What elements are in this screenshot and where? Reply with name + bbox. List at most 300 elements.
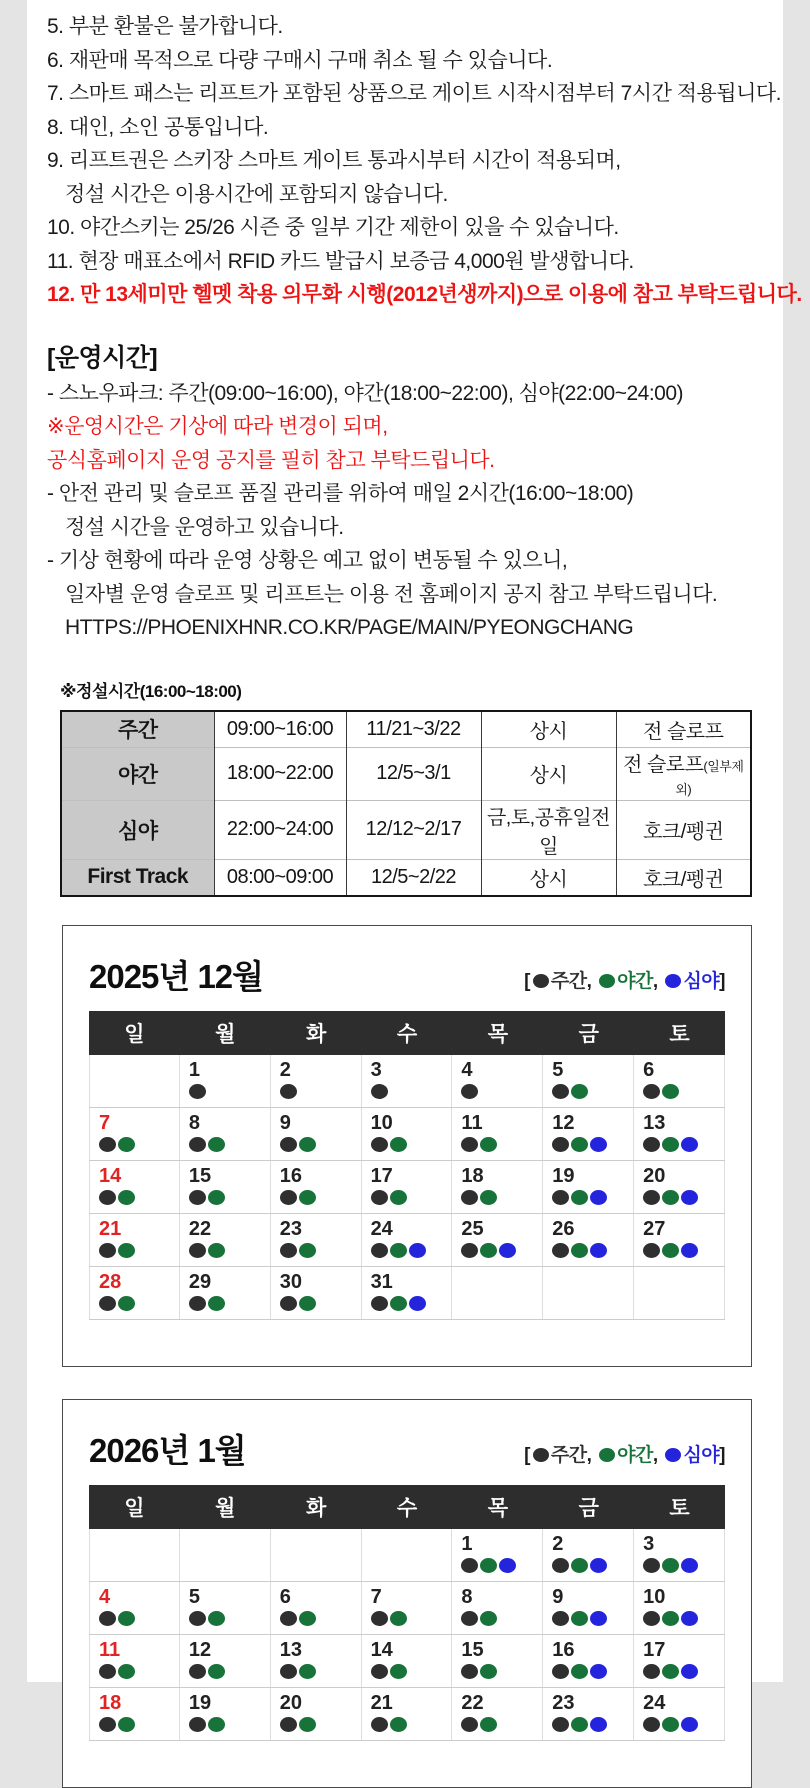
schedule-row — [61, 711, 751, 748]
day-number: 6 — [279, 1585, 291, 1608]
calendar-header — [63, 926, 751, 1011]
calendar-empty-cell — [271, 1529, 362, 1581]
session-dot-icon-day — [461, 1611, 478, 1626]
schedule-period-cell: 12/12~2/17 — [346, 800, 481, 859]
day-dots — [189, 1611, 270, 1626]
calendar-day-cell — [362, 1214, 453, 1266]
session-dot-icon-night — [118, 1611, 135, 1626]
operating-line: - 안전 관리 및 슬로프 품질 관리를 위하여 매일 2시간(16:00~18:00) — [47, 482, 634, 505]
day-dots — [461, 1084, 542, 1099]
day-dots — [371, 1296, 452, 1311]
session-dot-icon-day — [371, 1664, 388, 1679]
calendar-day-cell — [271, 1688, 362, 1740]
session-dot-icon-night — [118, 1717, 135, 1732]
schedule-period-cell: 12/5~3/1 — [346, 747, 481, 800]
day-number: 1 — [461, 1532, 473, 1555]
notice-line: 5. 부분 환불은 불가합니다. — [47, 15, 283, 38]
weekday-label: 월 — [215, 1496, 236, 1520]
calendar-day-cell — [89, 1267, 180, 1319]
legend-close-bracket: ] — [719, 970, 725, 992]
day-number: 16 — [279, 1164, 302, 1187]
schedule-row-label: 야간 — [61, 747, 214, 800]
notices-section — [27, 0, 802, 312]
schedule-days-cell: 상시 — [481, 711, 616, 748]
weekday-label: 수 — [396, 1496, 418, 1520]
day-dots — [643, 1084, 724, 1099]
calendar-day-cell — [543, 1635, 634, 1687]
calendar-day-cell — [180, 1267, 271, 1319]
session-dot-icon-day — [643, 1717, 660, 1732]
notice-line: 정설 시간은 이용시간에 포함되지 않습니다. — [65, 182, 448, 206]
day-dots — [99, 1243, 179, 1258]
session-dot-icon-night — [118, 1664, 135, 1679]
day-number: 16 — [552, 1638, 575, 1661]
calendar-day-cell — [271, 1161, 362, 1213]
day-dots — [643, 1717, 724, 1732]
calendar-day-cell — [634, 1688, 725, 1740]
day-dots — [552, 1664, 633, 1679]
session-dot-icon-day — [461, 1084, 478, 1099]
legend-label-late: 심야 — [683, 970, 720, 992]
day-dots — [371, 1190, 452, 1205]
schedule-row — [61, 859, 751, 896]
day-number: 21 — [370, 1691, 393, 1714]
session-dot-icon-night — [662, 1664, 679, 1679]
session-dot-icon-day — [643, 1084, 660, 1099]
session-dot-icon-night — [571, 1137, 588, 1152]
day-number: 17 — [370, 1164, 393, 1187]
session-dot-icon-night — [208, 1611, 225, 1626]
day-dots — [371, 1611, 452, 1626]
session-dot-icon-day — [371, 1137, 388, 1152]
calendar-week-row — [89, 1635, 725, 1688]
grooming-schedule-section — [60, 677, 783, 897]
session-dot-icon-night — [118, 1296, 135, 1311]
legend-label-night: 야간 — [617, 1444, 653, 1466]
session-dot-icon-night — [390, 1717, 407, 1732]
day-number: 30 — [279, 1270, 302, 1293]
day-number: 21 — [99, 1217, 122, 1240]
calendar-day-cell — [543, 1108, 634, 1160]
session-dot-icon-day — [99, 1296, 116, 1311]
day-number: 19 — [188, 1691, 212, 1714]
session-dot-icon-day — [189, 1137, 206, 1152]
session-dot-icon-day — [371, 1084, 388, 1099]
session-dot-icon-night — [480, 1137, 497, 1152]
calendar-week-row — [89, 1267, 725, 1320]
day-number: 29 — [188, 1270, 212, 1293]
schedule-time-cell: 18:00~22:00 — [214, 747, 346, 800]
session-dot-icon-day — [189, 1296, 206, 1311]
day-number: 24 — [643, 1691, 666, 1714]
calendar-day-cell — [89, 1108, 180, 1160]
session-dot-icon-night — [662, 1137, 679, 1152]
session-dot-icon-day — [371, 1717, 388, 1732]
day-dots — [189, 1296, 270, 1311]
operating-line: 공식홈페이지 운영 공지를 필히 참고 부탁드립니다. — [47, 448, 495, 472]
day-dots — [189, 1084, 270, 1099]
weekday-label: 화 — [305, 1496, 327, 1520]
schedule-row — [61, 747, 751, 800]
day-dots — [461, 1243, 542, 1258]
session-dot-icon-night — [662, 1243, 679, 1258]
calendar-legend — [524, 966, 725, 998]
session-dot-icon-night — [662, 1717, 679, 1732]
calendar-day-cell — [452, 1161, 543, 1213]
session-dot-icon-day — [643, 1137, 660, 1152]
day-dots — [99, 1190, 179, 1205]
session-dot-icon-day — [189, 1243, 206, 1258]
notice-line: 7. 스마트 패스는 리프트가 포함된 상품으로 게이트 시작시점부터 7시간 적용됩니다. — [47, 82, 781, 105]
session-dot-icon-day — [280, 1664, 297, 1679]
legend-close-bracket: ] — [719, 1444, 725, 1466]
session-dot-icon-day — [280, 1717, 297, 1732]
day-dots — [189, 1717, 270, 1732]
legend-label-day: 주간 — [550, 1444, 587, 1466]
operating-hours-section — [27, 377, 783, 645]
session-dot-icon-day — [280, 1084, 297, 1099]
session-dot-icon-night — [480, 1190, 497, 1205]
calendar-week-row — [89, 1688, 725, 1741]
session-dot-icon-day — [189, 1717, 206, 1732]
session-dot-icon-day — [461, 1558, 478, 1573]
calendar-day-cell — [452, 1635, 543, 1687]
session-dot-icon-night — [571, 1190, 588, 1205]
session-dot-icon-night — [208, 1137, 225, 1152]
session-dot-icon-day — [552, 1137, 569, 1152]
calendar-day-cell — [362, 1055, 453, 1107]
weekday-label: 수 — [396, 1022, 418, 1046]
session-dot-icon-day — [552, 1558, 569, 1573]
session-dot-icon-day — [99, 1190, 116, 1205]
session-dot-icon-night — [390, 1137, 407, 1152]
session-dot-icon-late — [590, 1611, 607, 1626]
day-number: 10 — [643, 1585, 666, 1608]
day-dots — [552, 1084, 633, 1099]
session-dot-icon-night — [480, 1611, 497, 1626]
schedule-days-cell: 상시 — [481, 747, 616, 800]
session-dot-icon-day — [643, 1190, 660, 1205]
schedule-slope-cell: 전 슬로프 — [616, 711, 751, 748]
day-number: 7 — [370, 1585, 382, 1608]
day-number: 15 — [188, 1164, 212, 1187]
calendar-grid — [89, 1485, 725, 1741]
notice-line: 8. 대인, 소인 공통입니다. — [47, 115, 269, 139]
calendar-day-cell — [634, 1108, 725, 1160]
day-dots — [461, 1190, 542, 1205]
session-dot-icon-night — [299, 1664, 316, 1679]
session-dot-icon-night — [571, 1558, 588, 1573]
calendar-empty-cell — [543, 1267, 634, 1319]
notice-line: 12. 만 13세미만 헬멧 착용 의무화 시행(2012년생까지)으로 이용에 참고 부탁드립니다. — [47, 283, 802, 306]
calendar-day-cell — [180, 1688, 271, 1740]
session-dot-icon-night — [299, 1611, 316, 1626]
weekday-label: 토 — [669, 1022, 690, 1046]
session-dot-icon-day — [280, 1296, 297, 1311]
day-number: 2 — [552, 1532, 564, 1555]
session-dot-icon-late — [681, 1190, 698, 1205]
weekday-label: 토 — [669, 1496, 690, 1520]
calendar-day-cell — [634, 1529, 725, 1581]
day-dots — [461, 1664, 542, 1679]
session-dot-icon-day — [99, 1243, 116, 1258]
session-dot-icon-day — [461, 1717, 478, 1732]
session-dot-icon-late — [590, 1243, 607, 1258]
calendar-day-cell — [543, 1214, 634, 1266]
day-number: 28 — [99, 1270, 122, 1293]
day-dots — [99, 1296, 179, 1311]
session-dot-icon-night — [390, 1611, 407, 1626]
session-dot-icon-day — [99, 1611, 116, 1626]
calendar-day-cell — [271, 1108, 362, 1160]
session-dot-icon-night — [208, 1190, 225, 1205]
session-dot-icon-night — [480, 1717, 497, 1732]
schedule-row — [61, 800, 751, 859]
notice-line: 6. 재판매 목적으로 다량 구매시 구매 취소 될 수 있습니다. — [47, 48, 553, 72]
calendar-empty-cell — [89, 1529, 180, 1581]
operating-line: 일자별 운영 슬로프 및 리프트는 이용 전 홈페이지 공지 참고 부탁드립니다. — [65, 582, 718, 606]
calendar-day-cell — [180, 1055, 271, 1107]
session-dot-icon-night — [571, 1084, 588, 1099]
weekday-label: 목 — [487, 1496, 508, 1520]
calendar-day-cell — [89, 1688, 180, 1740]
calendar-week-row — [89, 1055, 725, 1108]
day-number: 12 — [552, 1111, 575, 1134]
schedule-row-label: 심야 — [61, 800, 214, 859]
session-dot-icon-night — [208, 1664, 225, 1679]
operating-line: ※운영시간은 기상에 따라 변경이 되며, — [47, 415, 388, 438]
session-dot-icon-late — [409, 1296, 426, 1311]
day-dots — [99, 1137, 179, 1152]
session-dot-icon-late — [409, 1243, 426, 1258]
schedule-slope-cell: 호크/펭귄 — [616, 859, 751, 896]
day-number: 8 — [188, 1111, 200, 1134]
weekday-header-row — [89, 1485, 725, 1529]
session-dot-icon-late — [681, 1611, 698, 1626]
weekday-label: 월 — [215, 1022, 236, 1046]
session-dot-icon-night — [208, 1717, 225, 1732]
legend-separator: , — [652, 970, 663, 992]
day-dots — [280, 1717, 361, 1732]
day-number: 17 — [643, 1638, 666, 1661]
notice-line: 11. 현장 매표소에서 RFID 카드 발급시 보증금 4,000원 발생합니다. — [47, 249, 634, 273]
session-dot-icon-day — [371, 1190, 388, 1205]
calendar-day-cell — [362, 1688, 453, 1740]
day-number: 22 — [461, 1691, 484, 1714]
session-dot-icon-late — [590, 1137, 607, 1152]
day-number: 5 — [188, 1585, 200, 1608]
day-dots — [461, 1558, 542, 1573]
calendar-day-cell — [362, 1635, 453, 1687]
calendar-empty-cell — [180, 1529, 271, 1581]
schedule-caption: ※정설시간(16:00~18:00) — [60, 681, 242, 701]
session-dot-icon-day — [461, 1243, 478, 1258]
session-dot-icon-day — [461, 1137, 478, 1152]
session-dot-icon-day — [189, 1084, 206, 1099]
day-dots — [643, 1243, 724, 1258]
session-dot-icon-night — [118, 1243, 135, 1258]
day-dots — [552, 1717, 633, 1732]
day-number: 20 — [643, 1164, 666, 1187]
day-number: 3 — [643, 1532, 655, 1555]
session-dot-icon-day — [552, 1611, 569, 1626]
calendar-day-cell — [543, 1529, 634, 1581]
day-number: 7 — [99, 1111, 111, 1134]
legend-open-bracket: [ — [524, 1444, 530, 1466]
schedule-period-cell: 12/5~2/22 — [346, 859, 481, 896]
calendar-day-cell — [543, 1055, 634, 1107]
session-dot-icon-night — [662, 1084, 679, 1099]
schedule-row-label: First Track — [61, 859, 214, 896]
day-dots — [280, 1137, 361, 1152]
day-number: 20 — [279, 1691, 302, 1714]
calendar-empty-cell — [89, 1055, 180, 1107]
day-dots — [371, 1137, 452, 1152]
calendar-day-cell — [89, 1582, 180, 1634]
day-number: 4 — [99, 1585, 111, 1608]
calendar-day-cell — [452, 1688, 543, 1740]
calendar-day-cell — [89, 1635, 180, 1687]
session-dot-icon-night — [662, 1611, 679, 1626]
session-dot-icon-day — [99, 1664, 116, 1679]
session-dot-icon-night — [390, 1664, 407, 1679]
day-dots — [371, 1243, 452, 1258]
legend-label-night: 야간 — [617, 970, 653, 992]
legend-dot-icon-night — [599, 1448, 615, 1462]
calendar-day-cell — [271, 1582, 362, 1634]
day-number: 26 — [552, 1217, 575, 1240]
day-dots — [280, 1664, 361, 1679]
session-dot-icon-day — [461, 1664, 478, 1679]
day-number: 18 — [461, 1164, 484, 1187]
notice-line: 9. 리프트권은 스키장 스마트 게이트 통과시부터 시간이 적용되며, — [47, 149, 621, 172]
day-number: 14 — [370, 1638, 393, 1661]
day-number: 22 — [188, 1217, 212, 1240]
calendar-grid — [89, 1011, 725, 1320]
day-number: 24 — [370, 1217, 393, 1240]
weekday-label: 일 — [124, 1496, 145, 1520]
calendar-day-cell — [452, 1055, 543, 1107]
calendars — [27, 925, 783, 1788]
operating-hours-heading: [운영시간] — [47, 343, 158, 372]
calendar-jan-2026 — [62, 1399, 752, 1788]
session-dot-icon-night — [480, 1243, 497, 1258]
calendar-week-row — [89, 1161, 725, 1214]
day-dots — [280, 1611, 361, 1626]
day-number: 14 — [99, 1164, 122, 1187]
day-dots — [280, 1243, 361, 1258]
day-number: 19 — [552, 1164, 575, 1187]
calendar-header — [63, 1400, 751, 1485]
calendar-day-cell — [180, 1582, 271, 1634]
session-dot-icon-day — [643, 1611, 660, 1626]
weekday-label: 금 — [578, 1022, 599, 1046]
weekday-label: 화 — [305, 1022, 327, 1046]
session-dot-icon-night — [299, 1296, 316, 1311]
day-dots — [371, 1664, 452, 1679]
legend-separator: , — [586, 970, 597, 992]
session-dot-icon-night — [662, 1558, 679, 1573]
calendar-week-row — [89, 1582, 725, 1635]
day-dots — [189, 1243, 270, 1258]
schedule-time-cell: 09:00~16:00 — [214, 711, 346, 748]
session-dot-icon-night — [571, 1717, 588, 1732]
session-dot-icon-night — [118, 1190, 135, 1205]
legend-dot-icon-late — [665, 1448, 681, 1462]
day-number: 4 — [461, 1058, 473, 1081]
legend-dot-icon-day — [533, 1448, 549, 1462]
calendar-day-cell — [362, 1582, 453, 1634]
session-dot-icon-day — [189, 1190, 206, 1205]
legend-separator: , — [652, 1444, 663, 1466]
day-dots — [99, 1611, 179, 1626]
schedule-period-cell: 11/21~3/22 — [346, 711, 481, 748]
day-dots — [280, 1084, 361, 1099]
session-dot-icon-late — [681, 1717, 698, 1732]
day-number: 5 — [552, 1058, 564, 1081]
session-dot-icon-night — [480, 1664, 497, 1679]
day-number: 23 — [552, 1691, 575, 1714]
session-dot-icon-day — [643, 1243, 660, 1258]
day-number: 23 — [279, 1217, 302, 1240]
session-dot-icon-night — [118, 1137, 135, 1152]
weekday-label: 금 — [578, 1496, 599, 1520]
legend-label-late: 심야 — [683, 1444, 720, 1466]
day-number: 18 — [99, 1691, 122, 1714]
weekday-label: 목 — [487, 1022, 508, 1046]
calendar-day-cell — [543, 1688, 634, 1740]
calendar-day-cell — [452, 1582, 543, 1634]
session-dot-icon-day — [552, 1243, 569, 1258]
session-dot-icon-night — [390, 1190, 407, 1205]
day-number: 11 — [461, 1111, 483, 1134]
session-dot-icon-day — [189, 1611, 206, 1626]
day-number: 31 — [370, 1270, 393, 1293]
calendar-day-cell — [180, 1635, 271, 1687]
homepage-url: HTTPS://PHOENIXHNR.CO.KR/PAGE/MAIN/PYEONGCHANG — [65, 616, 634, 639]
calendar-day-cell — [271, 1635, 362, 1687]
schedule-table-body — [61, 711, 751, 896]
session-dot-icon-late — [590, 1664, 607, 1679]
session-dot-icon-night — [480, 1558, 497, 1573]
calendar-empty-cell — [634, 1267, 725, 1319]
calendar-day-cell — [271, 1267, 362, 1319]
calendar-day-cell — [180, 1214, 271, 1266]
session-dot-icon-late — [499, 1558, 516, 1573]
day-number: 3 — [370, 1058, 382, 1081]
schedule-time-cell: 08:00~09:00 — [214, 859, 346, 896]
day-number: 11 — [99, 1638, 121, 1661]
session-dot-icon-night — [208, 1296, 225, 1311]
day-dots — [552, 1243, 633, 1258]
schedule-slope-cell: 호크/펭귄 — [616, 800, 751, 859]
calendar-day-cell — [89, 1214, 180, 1266]
calendar-title: 2025년 12월 — [89, 957, 264, 995]
session-dot-icon-day — [371, 1243, 388, 1258]
calendar-day-cell — [362, 1161, 453, 1213]
day-dots — [552, 1190, 633, 1205]
day-number: 6 — [643, 1058, 655, 1081]
day-dots — [461, 1611, 542, 1626]
operating-line: - 스노우파크: 주간(09:00~16:00), 야간(18:00~22:00), 심야(22:00~24:00) — [47, 381, 684, 405]
day-dots — [552, 1611, 633, 1626]
session-dot-icon-day — [552, 1664, 569, 1679]
day-dots — [461, 1137, 542, 1152]
legend-dot-icon-late — [665, 974, 681, 988]
schedule-days-cell: 금,토,공휴일전일 — [481, 800, 616, 859]
day-dots — [371, 1084, 452, 1099]
day-dots — [280, 1190, 361, 1205]
